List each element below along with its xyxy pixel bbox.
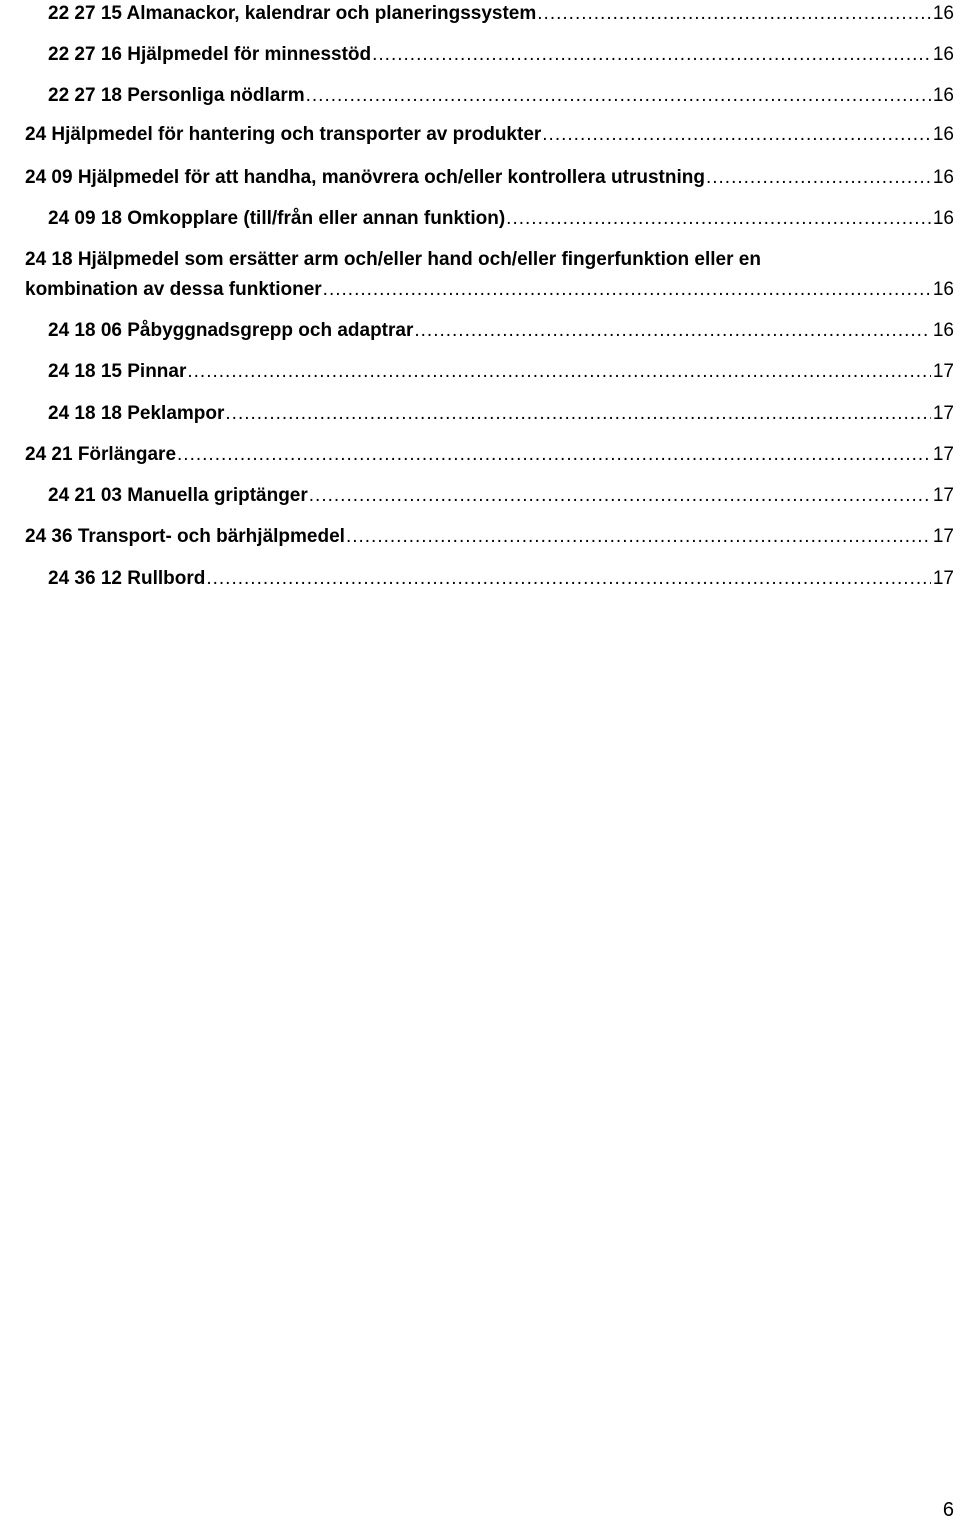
toc-entry-title: 24 18 Hjälpmedel som ersätter arm och/eller hand och/eller fingerfunktion eller en [25, 249, 761, 270]
toc-entry-title: 22 27 15 Almanackor, kalendrar och planeringssystem [48, 3, 537, 24]
toc-entry-page: 16 [932, 279, 954, 300]
toc-entry-title: 22 27 16 Hjälpmedel för minnesstöd [48, 44, 372, 65]
toc-entry[interactable] [48, 402, 954, 426]
toc-entry-title: 24 36 12 Rullbord [48, 568, 206, 589]
toc-leader-dots [372, 43, 931, 67]
toc-entry-title: 24 21 03 Manuella griptänger [48, 485, 308, 506]
toc-entry[interactable] [25, 525, 954, 549]
toc-entry-page: 16 [932, 167, 954, 188]
toc-leader-dots [414, 319, 931, 343]
toc-entry[interactable] [48, 43, 954, 67]
toc-entry[interactable] [48, 84, 954, 108]
toc-entry-title: 24 18 06 Påbyggnadsgrepp och adaptrar [48, 320, 414, 341]
toc-entry-page: 16 [932, 320, 954, 341]
toc-entry-title: 24 18 15 Pinnar [48, 361, 187, 382]
toc-leader-dots [206, 567, 931, 591]
toc-entry-title: 24 Hjälpmedel för hantering och transporter av produkter [25, 124, 542, 145]
toc-leader-dots [177, 443, 931, 467]
toc-entry[interactable] [48, 2, 954, 26]
toc-entry-page: 16 [932, 124, 954, 145]
toc-entry-page: 16 [932, 208, 954, 229]
toc-entry-page: 17 [932, 568, 954, 589]
toc-entry-page: 17 [932, 361, 954, 382]
toc-entry-multiline[interactable] [25, 245, 954, 305]
toc-leader-dots [346, 525, 931, 549]
toc-entry-page: 17 [932, 526, 954, 547]
toc-leader-dots [309, 484, 931, 508]
toc-leader-dots [537, 2, 931, 26]
toc-entry[interactable] [48, 319, 954, 343]
toc-entry[interactable] [25, 123, 954, 147]
toc-leader-dots [225, 402, 930, 426]
toc-entry-page: 16 [932, 3, 954, 24]
toc-entry[interactable] [25, 166, 954, 190]
toc-leader-dots [323, 275, 931, 305]
toc-entry-title: 24 21 Förlängare [25, 444, 177, 465]
toc-entry-page: 16 [932, 85, 954, 106]
toc-leader-dots [542, 123, 931, 147]
toc-entry-title: 22 27 18 Personliga nödlarm [48, 85, 305, 106]
toc-entry-title: 24 18 18 Peklampor [48, 403, 225, 424]
toc-entry[interactable] [25, 443, 954, 467]
toc-entry-page: 17 [932, 485, 954, 506]
toc-entry-page: 17 [932, 403, 954, 424]
toc-entry[interactable] [48, 207, 954, 231]
toc-entry-title: 24 09 18 Omkopplare (till/från eller annan funktion) [48, 208, 506, 229]
toc-entry[interactable] [48, 360, 954, 384]
toc-entry-title: 24 36 Transport- och bärhjälpmedel [25, 526, 345, 547]
toc-leader-dots [706, 166, 931, 190]
toc-entry[interactable] [48, 484, 954, 508]
toc-entry-title: 24 09 Hjälpmedel för att handha, manövrera och/eller kontrollera utrustning [25, 167, 705, 188]
toc-entry-page: 17 [932, 444, 954, 465]
toc-leader-dots [506, 207, 931, 231]
toc-entry-page: 16 [932, 44, 954, 65]
toc-leader-dots [187, 360, 930, 384]
toc-entry-title-continued: kombination av dessa funktioner [25, 279, 322, 300]
page-number: 6 [942, 1499, 954, 1521]
toc-entry[interactable] [48, 567, 954, 591]
toc-leader-dots [306, 84, 931, 108]
